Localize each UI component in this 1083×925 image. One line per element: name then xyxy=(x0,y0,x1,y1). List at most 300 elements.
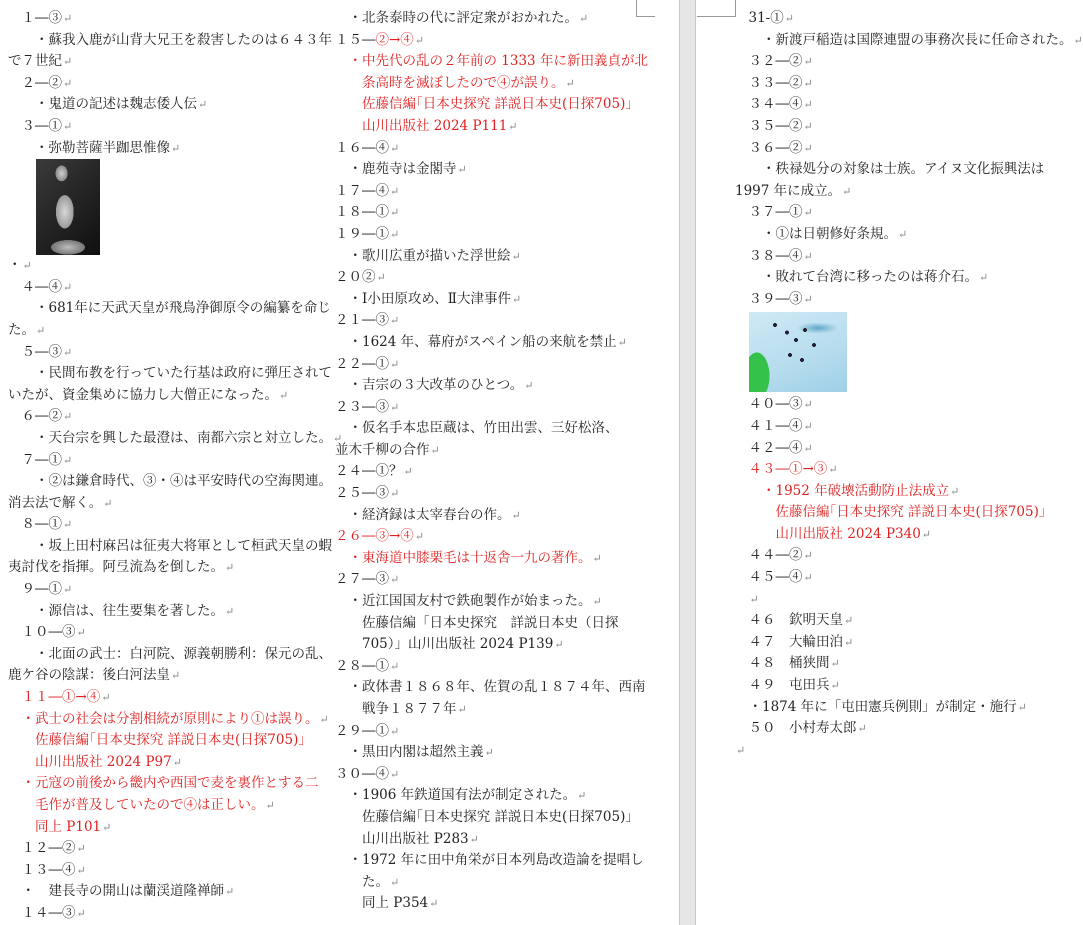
text-line[interactable] xyxy=(8,385,313,407)
text-line[interactable] xyxy=(335,505,640,527)
text-line[interactable] xyxy=(735,246,1055,268)
text-line[interactable] xyxy=(735,8,1055,30)
paragraph-mark-icon: ↵ xyxy=(803,571,813,585)
text-line[interactable] xyxy=(335,591,640,613)
text-line[interactable] xyxy=(335,116,640,138)
line-text: １６―④ xyxy=(335,139,389,156)
crop-mark-right xyxy=(697,0,736,17)
paragraph-mark-icon: ↵ xyxy=(592,595,602,609)
text-line[interactable] xyxy=(735,589,1055,611)
line-text: ・中先代の乱の２年前の 1333 年に新田義貞が北 xyxy=(335,53,648,70)
line-text: ３５―② xyxy=(735,117,803,134)
paragraph-mark-icon: ↵ xyxy=(63,76,73,90)
text-line[interactable] xyxy=(8,363,332,385)
line-text: ・弥勒菩薩半跏思惟像 xyxy=(8,139,170,156)
line-text: １４―③ xyxy=(8,904,76,921)
line-text: 消去法で解く。 xyxy=(8,494,103,511)
text-line[interactable] xyxy=(335,634,640,656)
text-line[interactable] xyxy=(335,8,640,30)
text-line[interactable] xyxy=(8,320,313,342)
line-text: ・吉宗の３大改革のひとつ。 xyxy=(335,377,524,394)
paragraph-mark-icon: ↵ xyxy=(63,280,73,294)
line-text: ２４―①？ xyxy=(335,463,403,480)
paragraph-mark-icon: ↵ xyxy=(390,487,400,501)
text-line[interactable] xyxy=(335,159,640,181)
paragraph-mark-icon: ↵ xyxy=(376,271,386,285)
line-text: ３４―④ xyxy=(735,96,803,113)
paragraph-mark-icon: ↵ xyxy=(22,259,32,273)
paragraph-mark-icon: ↵ xyxy=(76,842,86,856)
line-text: ２９―① xyxy=(335,722,389,739)
paragraph-mark-icon: ↵ xyxy=(279,388,289,402)
line-text: １５― xyxy=(335,31,376,48)
text-line[interactable] xyxy=(335,677,646,699)
text-line[interactable] xyxy=(735,51,1055,73)
paragraph-mark-icon: ↵ xyxy=(63,55,73,69)
text-line[interactable] xyxy=(335,202,640,224)
line-text: ２３―③ xyxy=(335,398,389,415)
paragraph-mark-icon: ↵ xyxy=(857,722,867,736)
text-line[interactable] xyxy=(8,644,332,666)
line-text: ・681年に天武天皇が飛鳥浄御原令の編纂を命じ xyxy=(8,300,331,317)
paragraph-mark-icon: ↵ xyxy=(511,249,521,263)
line-text: ４３―①→③ xyxy=(735,461,828,478)
line-text: 条高時を滅ぼしたので④が誤り。 xyxy=(335,74,565,91)
paragraph-mark-icon: ↵ xyxy=(76,906,86,920)
text-line[interactable] xyxy=(8,94,313,116)
text-line[interactable] xyxy=(335,224,640,246)
paragraph-mark-icon: ↵ xyxy=(390,724,400,738)
line-text: ・北面の武士：白河院、源義朝勝利：保元の乱、 xyxy=(8,645,332,662)
text-line[interactable] xyxy=(735,289,1055,311)
text-line[interactable] xyxy=(8,514,313,536)
text-line[interactable] xyxy=(8,622,313,644)
paragraph-mark-icon: ↵ xyxy=(749,592,759,606)
text-line[interactable] xyxy=(335,138,640,160)
paragraph-mark-icon: ↵ xyxy=(390,141,400,155)
paragraph-mark-icon: ↵ xyxy=(803,398,813,412)
text-line[interactable] xyxy=(735,653,1055,675)
paragraph-mark-icon: ↵ xyxy=(979,271,989,285)
text-line[interactable] xyxy=(335,548,640,570)
line-text: ２７―③ xyxy=(335,571,389,588)
paragraph-mark-icon: ↵ xyxy=(469,832,479,846)
paragraph-mark-icon: ↵ xyxy=(414,530,425,544)
line-text: ・仮名手本忠臣蔵は、竹田出雲、三好松洛、 xyxy=(335,420,619,437)
paragraph-mark-icon: ↵ xyxy=(511,508,521,522)
line-text: 佐藤信編｢日本史探究 詳説日本史(日探705)｣ xyxy=(335,96,633,113)
line-text: ・ xyxy=(8,257,22,274)
text-line[interactable] xyxy=(8,795,313,817)
text-line[interactable] xyxy=(735,267,1055,289)
text-line[interactable] xyxy=(335,397,640,419)
paragraph-mark-icon: ↵ xyxy=(63,453,73,467)
line-text: ・近江国国友村で鉄砲製作が始まった。 xyxy=(335,593,592,610)
line-text: ・民間布教を行っていた行基は政府に弾圧されて xyxy=(8,365,332,382)
line-text: ４０―③ xyxy=(735,396,803,413)
text-line[interactable] xyxy=(8,687,313,709)
paragraph-mark-icon: ↵ xyxy=(76,626,86,640)
line-text: ・武士の社会は分割相続が原則により①は誤り。 xyxy=(8,710,319,727)
line-text: ４７ 大輪田泊 xyxy=(735,633,843,650)
page-gap xyxy=(679,0,696,925)
line-text: ２８―① xyxy=(335,657,389,674)
line-text: ５―③ xyxy=(8,343,62,360)
text-line[interactable] xyxy=(735,30,1083,52)
paragraph-mark-icon: ↵ xyxy=(390,184,400,198)
line-text: いたが、資金集めに協力し大僧正になった。 xyxy=(8,386,278,403)
line-text: 同上 P101 xyxy=(8,818,102,835)
paragraph-mark-icon: ↵ xyxy=(390,357,400,371)
line-text: ・新渡戸稲造は国際連盟の事務次長に任命された。 xyxy=(735,31,1073,48)
map-image[interactable] xyxy=(749,312,847,392)
paragraph-mark-icon: ↵ xyxy=(524,379,534,393)
text-line[interactable] xyxy=(8,536,332,558)
line-text: ２２―① xyxy=(335,355,389,372)
text-line[interactable] xyxy=(8,471,332,493)
line-text: ３６―② xyxy=(735,139,803,156)
text-line[interactable] xyxy=(335,73,640,95)
text-line[interactable] xyxy=(335,332,640,354)
text-line[interactable] xyxy=(8,601,313,623)
line-text: ・鬼道の記述は魏志倭人伝 xyxy=(8,96,197,113)
paragraph-mark-icon: ↵ xyxy=(803,249,813,263)
text-line[interactable] xyxy=(735,481,1055,503)
line-text: ３２―② xyxy=(735,53,803,70)
line-text: 佐藤信編｢日本史探究 詳説日本史(日探705)｣ xyxy=(335,808,633,825)
text-line[interactable] xyxy=(735,502,1055,524)
line-text: 佐藤信編｢日本史探究 詳説日本史(日探705)｣ xyxy=(8,732,306,749)
text-line[interactable] xyxy=(335,742,640,764)
line-text: ２―② xyxy=(8,74,62,91)
text-line[interactable] xyxy=(735,438,1055,460)
paragraph-mark-icon: ↵ xyxy=(390,314,400,328)
paragraph-mark-icon: ↵ xyxy=(803,55,813,69)
line-text: た。 xyxy=(335,873,389,890)
paragraph-mark-icon: ↵ xyxy=(103,496,113,510)
line-text: で７世紀 xyxy=(8,53,62,70)
paragraph-mark-icon: ↵ xyxy=(577,789,587,803)
text-line[interactable] xyxy=(735,116,1055,138)
text-line[interactable] xyxy=(735,740,1055,762)
text-line[interactable] xyxy=(8,30,332,52)
text-line[interactable] xyxy=(8,138,313,160)
text-line[interactable] xyxy=(8,51,313,73)
line-text: 1997 年に成立。 xyxy=(735,182,842,199)
line-text: ・鹿苑寺は金閣寺 xyxy=(335,161,457,178)
text-line[interactable] xyxy=(735,632,1055,654)
line-text: ２１―③ xyxy=(335,312,389,329)
text-line[interactable] xyxy=(335,246,640,268)
text-line[interactable] xyxy=(8,255,313,277)
line-text: ４８ 桶狭間 xyxy=(735,655,830,672)
text-line[interactable] xyxy=(335,289,640,311)
paragraph-mark-icon: ↵ xyxy=(898,227,908,241)
text-line[interactable] xyxy=(735,394,1055,416)
paragraph-mark-icon: ↵ xyxy=(579,12,589,25)
paragraph-mark-icon: ↵ xyxy=(225,604,235,618)
line-text: ・②は鎌倉時代、③・④は平安時代の空海関連。 xyxy=(8,473,332,490)
paragraph-mark-icon: ↵ xyxy=(265,799,275,812)
line-text: ・敗れて台湾に移ったのは蒋介石。 xyxy=(735,269,978,286)
paragraph-mark-icon: ↵ xyxy=(102,820,112,834)
line-text: ３３―② xyxy=(735,74,803,91)
line-text: ・天台宗を興した最澄は、南都六宗と対立した。 xyxy=(8,429,332,446)
line-text: 705）」山川出版社 2024 P139 xyxy=(335,636,554,653)
text-line[interactable] xyxy=(335,440,640,462)
line-text: ・秩禄処分の対象は士族。アイヌ文化振興法は xyxy=(735,161,1045,178)
text-line[interactable] xyxy=(335,656,640,678)
paragraph-mark-icon: ↵ xyxy=(390,573,400,587)
paragraph-mark-icon: ↵ xyxy=(842,184,852,198)
statue-image[interactable] xyxy=(36,159,100,255)
text-line[interactable] xyxy=(8,406,313,428)
paragraph-mark-icon: ↵ xyxy=(830,657,840,671)
paragraph-mark-icon: ↵ xyxy=(736,743,746,757)
text-line[interactable] xyxy=(8,8,313,30)
text-line[interactable] xyxy=(735,524,1055,546)
line-text: ４２―④ xyxy=(735,439,803,456)
column-3 xyxy=(735,8,1083,761)
paragraph-mark-icon: ↵ xyxy=(172,755,182,769)
paragraph-mark-icon: ↵ xyxy=(511,292,522,306)
line-text: ３０―④ xyxy=(335,765,389,782)
paragraph-mark-icon: ↵ xyxy=(63,119,73,133)
line-text: ４５―④ xyxy=(735,569,803,586)
line-text: ４６ 欽明天皇 xyxy=(735,612,843,629)
text-line[interactable] xyxy=(8,450,313,472)
text-line[interactable] xyxy=(335,699,640,721)
text-line[interactable] xyxy=(335,850,644,872)
text-line[interactable] xyxy=(335,613,640,635)
text-line[interactable] xyxy=(735,697,1055,719)
paragraph-mark-icon: ↵ xyxy=(828,463,838,477)
text-line[interactable] xyxy=(335,461,640,483)
line-text: ・歌川広重が描いた浮世絵 xyxy=(335,247,511,264)
line-text: た。 xyxy=(8,321,35,338)
line-text xyxy=(735,591,749,607)
paragraph-mark-icon: ↵ xyxy=(414,33,425,47)
line-text: ２６―③→④ xyxy=(335,528,414,545)
paragraph-mark-icon: ↵ xyxy=(803,549,813,563)
text-line[interactable] xyxy=(735,202,1055,224)
text-line[interactable] xyxy=(735,416,1055,438)
paragraph-mark-icon: ↵ xyxy=(171,669,181,683)
paragraph-mark-icon: ↵ xyxy=(803,141,813,155)
text-line[interactable] xyxy=(8,773,319,795)
paragraph-mark-icon: ↵ xyxy=(225,561,235,575)
line-text: ・Ⅰ小田原攻め、Ⅱ大津事件 xyxy=(335,290,511,307)
text-line[interactable] xyxy=(335,526,640,548)
line-text: ４４―② xyxy=(735,547,803,564)
paragraph-mark-icon: ↵ xyxy=(484,746,494,760)
text-line[interactable] xyxy=(735,159,1055,181)
line-text: ６―② xyxy=(8,408,62,425)
text-line[interactable] xyxy=(735,718,1055,740)
line-text: ２０② xyxy=(335,269,376,286)
text-line[interactable] xyxy=(735,459,1055,481)
text-line[interactable] xyxy=(8,752,313,774)
paragraph-mark-icon: ↵ xyxy=(508,119,518,133)
text-line[interactable] xyxy=(335,569,640,591)
text-line[interactable] xyxy=(8,665,313,687)
text-line[interactable] xyxy=(335,829,640,851)
text-line[interactable] xyxy=(335,94,640,116)
line-text: 山川出版社 2024 P340 xyxy=(735,525,921,542)
text-line[interactable] xyxy=(735,675,1055,697)
paragraph-mark-icon: ↵ xyxy=(63,410,73,424)
line-text: １８―① xyxy=(335,204,389,221)
line-text: ４９ 屯田兵 xyxy=(735,677,830,694)
paragraph-mark-icon: ↵ xyxy=(63,518,73,532)
paragraph-mark-icon: ↵ xyxy=(390,400,400,414)
text-line[interactable] xyxy=(735,138,1055,160)
text-line[interactable] xyxy=(335,51,648,73)
paragraph-mark-icon: ↵ xyxy=(950,484,960,498)
line-text: 31-① xyxy=(735,10,784,26)
line-text: １３―④ xyxy=(8,861,76,878)
paragraph-mark-icon: ↵ xyxy=(830,679,840,693)
paragraph-mark-icon: ↵ xyxy=(319,712,329,726)
line-text: ・坂上田村麻呂は征夷大将軍として桓武天皇の蝦 xyxy=(8,537,332,554)
paragraph-mark-icon: ↵ xyxy=(803,441,813,455)
line-text: ・黒田内閣は超然主義 xyxy=(335,744,484,761)
line-text: ２５―③ xyxy=(335,485,389,502)
paragraph-mark-icon: ↵ xyxy=(457,703,467,716)
text-line[interactable] xyxy=(8,881,313,903)
paragraph-mark-icon: ↵ xyxy=(844,614,854,628)
line-text: １９―① xyxy=(335,225,389,242)
line-text: １２―② xyxy=(8,840,76,857)
text-line[interactable] xyxy=(335,310,640,332)
paragraph-mark-icon: ↵ xyxy=(76,863,86,877)
line-text: 佐藤信編｢日本史探究 詳説日本史(日探705)｣ xyxy=(735,504,1046,521)
paragraph-mark-icon: ↵ xyxy=(1017,700,1027,714)
line-text: 山川出版社 2024 P97 xyxy=(8,753,172,770)
paragraph-mark-icon: ↵ xyxy=(803,206,813,220)
paragraph-mark-icon: ↵ xyxy=(390,767,400,781)
text-line[interactable] xyxy=(735,545,1055,567)
line-text: ・蘇我入鹿が山背大兄王を殺害したのは６４３年 xyxy=(8,31,332,48)
line-text: ・北条泰時の代に評定衆がおかれた。 xyxy=(335,10,578,26)
line-text: 並木千柳の合作 xyxy=(335,441,430,458)
text-line[interactable] xyxy=(8,709,329,731)
line-text: ・1952 年破壊活動防止法成立 xyxy=(735,482,950,499)
text-line[interactable] xyxy=(8,860,313,882)
text-line[interactable] xyxy=(335,30,640,52)
line-text: ７―① xyxy=(8,451,62,468)
text-line[interactable] xyxy=(8,298,331,320)
text-line[interactable] xyxy=(335,181,640,203)
text-line[interactable] xyxy=(335,764,640,786)
line-text: 戦争１８７７年 xyxy=(335,701,457,717)
text-line[interactable] xyxy=(8,557,313,579)
line-text: 鹿ケ谷の陰謀：後白河法皇 xyxy=(8,667,170,684)
text-line[interactable] xyxy=(335,483,640,505)
line-text: ８―① xyxy=(8,516,62,533)
paragraph-mark-icon: ↵ xyxy=(803,76,813,90)
line-text: ３７―① xyxy=(735,204,803,221)
line-text: 佐藤信編「日本史探究 詳説日本史（日探 xyxy=(335,614,619,631)
text-line[interactable] xyxy=(8,903,313,925)
line-text: ・①は日朝修好条規。 xyxy=(735,225,897,242)
line-text: 毛作が普及していたので④は正しい。 xyxy=(8,797,265,813)
text-line[interactable] xyxy=(8,277,313,299)
line-text: １７―④ xyxy=(335,182,389,199)
paragraph-mark-icon: ↵ xyxy=(198,98,208,112)
paragraph-mark-icon: ↵ xyxy=(390,227,400,241)
text-line[interactable] xyxy=(335,375,640,397)
paragraph-mark-icon: ↵ xyxy=(554,638,564,652)
text-line[interactable] xyxy=(735,94,1055,116)
text-line[interactable] xyxy=(335,418,640,440)
line-text: ・経済録は太宰春台の作。 xyxy=(335,506,511,523)
line-text-red: ②→④ xyxy=(375,31,414,48)
paragraph-mark-icon: ↵ xyxy=(803,292,813,306)
paragraph-mark-icon: ↵ xyxy=(225,885,235,899)
paragraph-mark-icon: ↵ xyxy=(36,323,46,337)
paragraph-mark-icon: ↵ xyxy=(784,12,794,25)
line-text: 同上 P354 xyxy=(335,895,429,912)
text-line[interactable] xyxy=(8,817,313,839)
paragraph-mark-icon: ↵ xyxy=(390,659,400,673)
text-line[interactable] xyxy=(8,730,313,752)
line-text: ・1906 年鉄道国有法が制定された。 xyxy=(335,787,577,804)
paragraph-mark-icon: ↵ xyxy=(171,141,181,155)
text-line[interactable] xyxy=(735,224,1055,246)
paragraph-mark-icon: ↵ xyxy=(565,76,575,90)
line-text: ３―① xyxy=(8,117,62,134)
paragraph-mark-icon: ↵ xyxy=(429,897,439,911)
text-line[interactable] xyxy=(8,73,313,95)
line-text: ３８―④ xyxy=(735,247,803,264)
paragraph-mark-icon: ↵ xyxy=(63,345,73,359)
line-text: ・1874 年に「屯田憲兵例則」が制定・施行 xyxy=(735,698,1017,715)
text-line[interactable] xyxy=(735,181,1055,203)
text-line[interactable] xyxy=(8,116,313,138)
line-text: ・東海道中膝栗毛は十返舎一九の著作。 xyxy=(335,549,592,566)
paragraph-mark-icon: ↵ xyxy=(333,431,343,445)
paragraph-mark-icon: ↵ xyxy=(844,635,854,649)
text-line[interactable] xyxy=(735,567,1055,589)
text-line[interactable] xyxy=(8,428,343,450)
text-line[interactable] xyxy=(8,579,313,601)
text-line[interactable] xyxy=(735,610,1055,632)
line-text: ５０ 小村寿太郎 xyxy=(735,720,857,737)
text-line[interactable] xyxy=(8,342,313,364)
line-text: ・源信は、往生要集を著した。 xyxy=(8,602,224,619)
text-line[interactable] xyxy=(8,838,313,860)
text-line[interactable] xyxy=(8,493,313,515)
paragraph-mark-icon: ↵ xyxy=(803,119,813,133)
line-text: ・政体書１８６８年、佐賀の乱１８７４年、西南 xyxy=(335,679,646,696)
text-line[interactable] xyxy=(335,893,640,915)
text-line[interactable] xyxy=(335,807,640,829)
column-1 xyxy=(8,8,343,925)
text-line[interactable] xyxy=(735,73,1055,95)
text-line[interactable] xyxy=(335,785,640,807)
line-text: 山川出版社 2024 P111 xyxy=(335,117,508,134)
line-text: １１―①→④ xyxy=(8,689,101,706)
text-line[interactable] xyxy=(335,354,640,376)
text-line[interactable] xyxy=(335,872,640,894)
paragraph-mark-icon: ↵ xyxy=(803,419,813,433)
text-line[interactable] xyxy=(335,721,640,743)
paragraph-mark-icon: ↵ xyxy=(457,163,467,177)
text-line[interactable] xyxy=(335,267,640,289)
paragraph-mark-icon: ↵ xyxy=(390,206,400,220)
line-text: 山川出版社 P283 xyxy=(335,830,469,847)
